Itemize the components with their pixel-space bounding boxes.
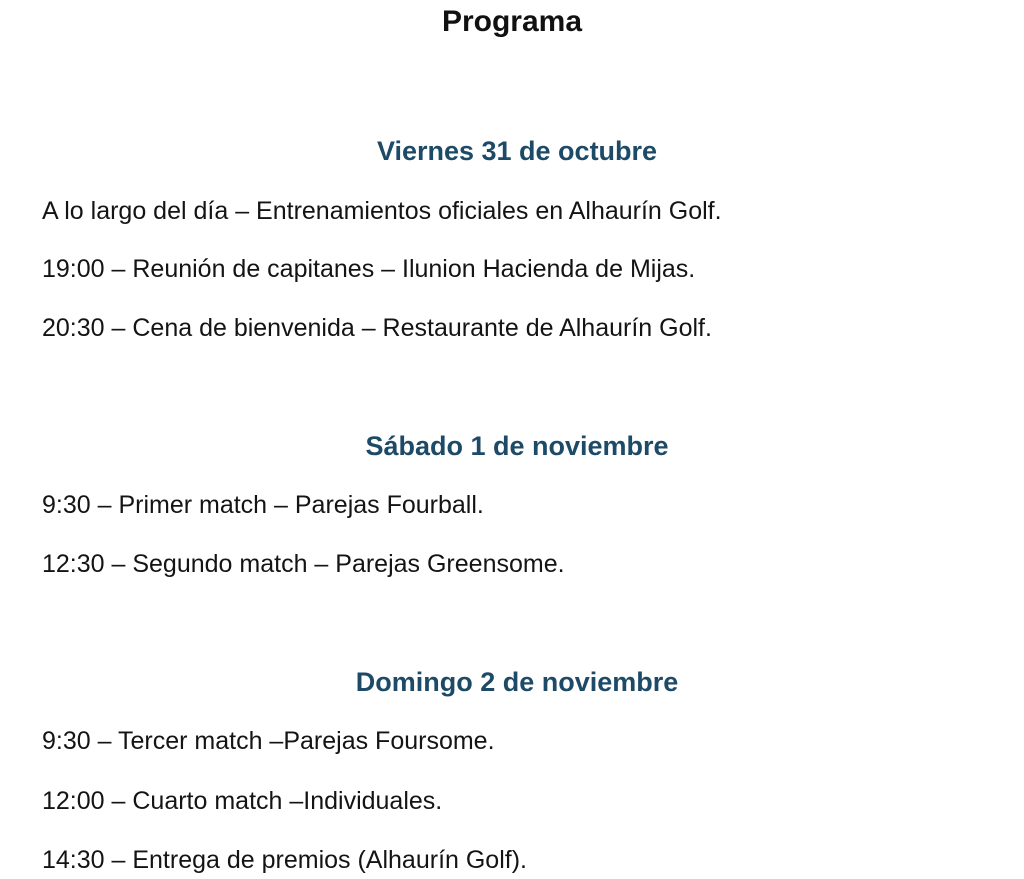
- schedule-entry: 19:00 – Reunión de capitanes – Ilunion Hacienda de Mijas.: [42, 255, 696, 283]
- schedule-entry: 9:30 – Primer match – Parejas Fourball.: [42, 491, 484, 519]
- schedule-entry: 12:30 – Segundo match – Parejas Greensome.: [42, 550, 565, 578]
- schedule-entry: 9:30 – Tercer match –Parejas Foursome.: [42, 727, 495, 755]
- day-heading-saturday: Sábado 1 de noviembre: [365, 431, 669, 461]
- schedule-entry: 14:30 – Entrega de premios (Alhaurín Golf).: [42, 846, 527, 874]
- schedule-entry: A lo largo del día – Entrenamientos oficiales en Alhaurín Golf.: [42, 197, 722, 225]
- schedule-entry: 20:30 – Cena de bienvenida – Restaurante de Alhaurín Golf.: [42, 314, 712, 342]
- day-heading-sunday: Domingo 2 de noviembre: [355, 667, 679, 697]
- page-title: Programa: [441, 5, 583, 38]
- day-heading-friday: Viernes 31 de octubre: [376, 136, 658, 166]
- schedule-entry: 12:00 – Cuarto match –Individuales.: [42, 787, 443, 815]
